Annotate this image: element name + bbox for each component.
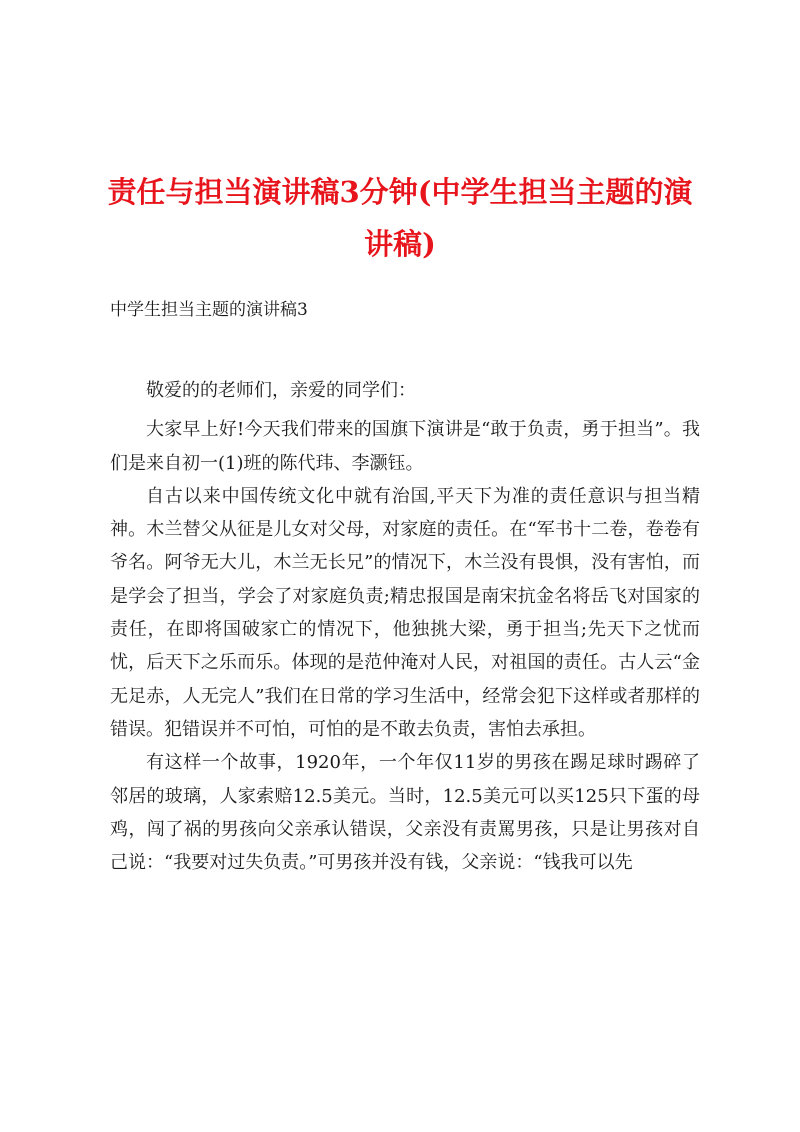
paragraph: 有这样一个故事，1920年，一个年仅11岁的男孩在踢足球时踢碎了邻居的玻璃，人家索赔12.5美元。当时，12.5美元可以买125只下蛋的母鸡，闯了祸的男孩向父亲承认错误，父亲没有责罵男孩，只是让男孩对自己说：“我要对过失负责。”可男孩并没有钱，父亲说：“钱我可以先: [110, 752, 700, 874]
paragraph-greeting: 敬爱的的老师们，亲爱的同学们：: [146, 380, 416, 401]
document-title: 责任与担当演讲稿3分钟(中学生担当主题的演讲稿): [107, 175, 693, 261]
document-subtitle: 中学生担当主题的演讲稿3: [110, 300, 308, 320]
paragraph: 自古以来中国传统文化中就有治国,平天下为准的责任意识与担当精神。木兰替父从征是儿女对父母，对家庭的责任。在“军书十二卷，卷卷有爷名。阿爷无大儿，木兰无长兄”的情况下，木兰没有畏惧，没有害怕，而是学会了担当，学会了对家庭负责;精忠报国是南宋抗金名将岳飞对国家的责任，在即将国破家亡的情况下，他独挑大梁，勇于担当;先天下之忧而忧，后天下之乐而乐。体现的是范仲淹对人民，对祖国的责任。古人云“金无足赤，人无完人”我们在日常的学习生活中，经常会犯下这样或者那样的错误。犯错误并不可怕，可怕的是不敢去负责，害怕去承担。: [110, 485, 700, 740]
document-body: [110, 374, 700, 879]
paragraph: 大家早上好!今天我们带来的国旗下演讲是“敢于负责，勇于担当”。我们是来自初一(1)班的陈代玮、李灏钰。: [110, 419, 700, 474]
